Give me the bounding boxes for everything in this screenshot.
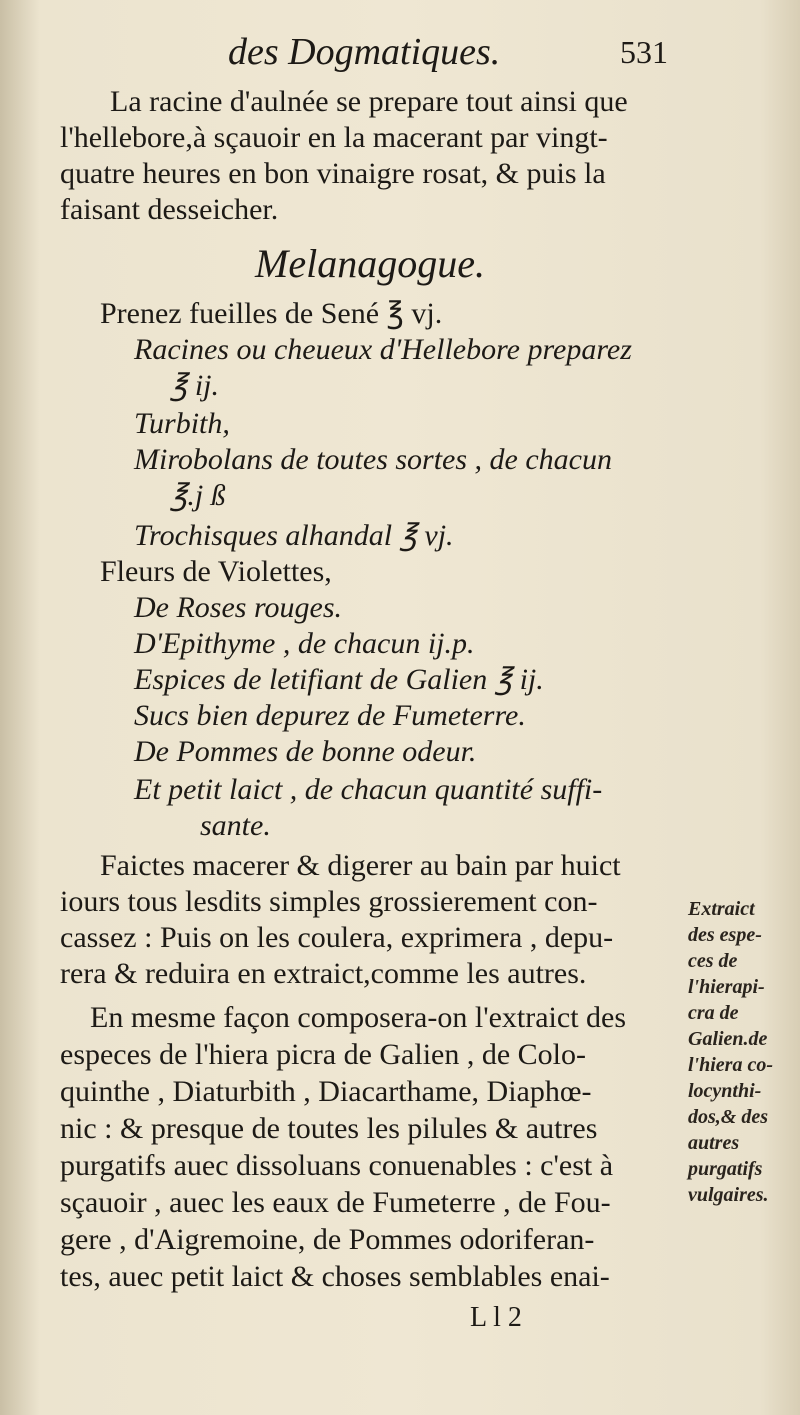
text-line: tes, auec petit laict & choses semblables enai- (60, 1260, 610, 1293)
signature-mark: L l 2 (470, 1302, 522, 1333)
recipe-line: sante. (200, 809, 271, 842)
recipe-line: D'Epithyme , de chacun ij.p. (134, 627, 475, 660)
section-heading: Melanagogue. (255, 241, 485, 286)
text-line: cassez : Puis on les coulera, exprimera , depu- (60, 921, 614, 954)
text-line: nic : & presque de toutes les pilules & autres (60, 1112, 598, 1145)
running-title: des Dogmatiques. (228, 31, 501, 73)
margin-note-line: l'hiera co- (688, 1054, 773, 1076)
margin-note-line: locynthi- (688, 1080, 762, 1102)
recipe-line: ℥ ij. (170, 369, 219, 402)
text-line: quinthe , Diaturbith , Diacarthame, Diaphœ- (60, 1075, 592, 1108)
recipe-line: Et petit laict , de chacun quantité suffi- (134, 773, 603, 806)
margin-note-line: des espe- (688, 924, 762, 946)
text-line: La racine d'aulnée se prepare tout ainsi que (110, 85, 628, 118)
margin-note-line: ces de (688, 950, 738, 972)
margin-note-line: Galien.de (688, 1028, 768, 1050)
recipe-line: Racines ou cheueux d'Hellebore preparez (134, 333, 632, 366)
text-line: iours tous lesdits simples grossierement con- (60, 885, 598, 918)
text-line: l'hellebore,à sçauoir en la macerant par vingt- (60, 121, 608, 154)
page-number: 531 (620, 34, 668, 70)
text-line: rera & reduira en extraict,comme les autres. (60, 957, 587, 990)
margin-note (688, 896, 798, 1208)
recipe-line: Prenez fueilles de Sené ℥ vj. (100, 297, 443, 330)
text-line: faisant desseicher. (60, 193, 279, 226)
margin-note-line: dos,& des (688, 1106, 768, 1128)
recipe-line: Fleurs de Violettes, (100, 555, 332, 588)
text-line: purgatifs auec dissoluans conuenables : c'est à (60, 1149, 614, 1182)
text-line: especes de l'hiera picra de Galien , de Colo- (60, 1038, 587, 1071)
margin-note-line: l'hierapi- (688, 976, 765, 998)
margin-note-line: purgatifs (688, 1158, 763, 1180)
text-line: quatre heures en bon vinaigre rosat, & puis la (60, 157, 606, 190)
recipe-line: ℥.j ß (170, 479, 226, 512)
recipe-line: Trochisques alhandal ℥ vj. (134, 519, 454, 552)
recipe-line: Sucs bien depurez de Fumeterre. (134, 699, 526, 732)
recipe-line: Turbith, (134, 407, 230, 440)
margin-note-line: autres (688, 1132, 740, 1154)
margin-note-line: Extraict (688, 898, 755, 920)
recipe-line: Mirobolans de toutes sortes , de chacun (134, 443, 612, 476)
text-line: En mesme façon composera-on l'extraict des (90, 1001, 627, 1034)
recipe-line: De Pommes de bonne odeur. (134, 735, 477, 768)
page-header (60, 30, 780, 80)
recipe-line: Espices de letifiant de Galien ℥ ij. (134, 663, 544, 696)
margin-note-line: cra de (688, 1002, 739, 1024)
text-line: Faictes macerer & digerer au bain par huict (100, 849, 621, 882)
recipe-line: De Roses rouges. (134, 591, 343, 624)
text-line: sçauoir , auec les eaux de Fumeterre , de Fou- (60, 1186, 611, 1219)
margin-note-line: vulgaires. (688, 1184, 769, 1206)
text-line: gere , d'Aigremoine, de Pommes odoriferan- (60, 1223, 595, 1256)
